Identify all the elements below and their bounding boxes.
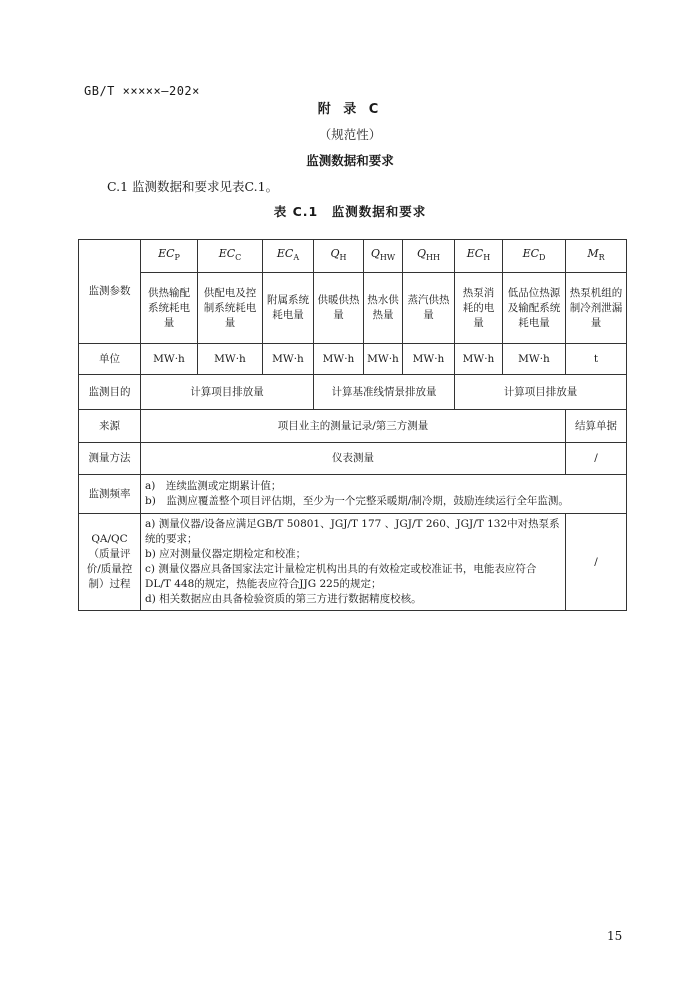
frequency-item: b) 监测应覆盖整个项目评估期，至少为一个完整采暖期/制冷期，鼓励连续运行全年监测。 — [145, 495, 569, 507]
param-symbol: $EC_D$ — [503, 240, 566, 273]
param-description: 热泵机组的制冷剂泄漏量 — [566, 273, 627, 344]
param-symbol: $Q_{HH}$ — [403, 240, 455, 273]
method-cell-last: / — [566, 443, 627, 475]
param-symbol: $Q_{HW}$ — [364, 240, 403, 273]
intro-paragraph: C.1 监测数据和要求见表C.1。 — [107, 179, 279, 194]
appendix-label: 附 录 C — [317, 102, 383, 117]
unit-cell: t — [566, 344, 627, 375]
frequency-item: a) 连续监测或定期累计值； — [145, 480, 282, 492]
monitoring-table — [78, 239, 627, 611]
standard-code: GB/T ×××××—202× — [84, 84, 200, 98]
param-symbol: $Q_H$ — [314, 240, 364, 273]
source-cell: 项目业主的测量记录/第三方测量 — [141, 410, 566, 443]
purpose-cell: 计算项目排放量 — [455, 375, 627, 410]
param-description: 供配电及控制系统耗电量 — [198, 273, 263, 344]
unit-cell: MW·h — [141, 344, 198, 375]
source-row — [79, 410, 627, 443]
qa-item: d) 相关数据应由具备检验资质的第三方进行数据精度校核。 — [145, 593, 422, 605]
appendix-title: 监测数据和要求 — [306, 153, 394, 168]
symbol-row — [79, 240, 627, 273]
row-label-frequency: 监测频率 — [79, 475, 141, 514]
qa-cell — [141, 514, 566, 611]
param-symbol: $EC_A$ — [263, 240, 314, 273]
page-number: 15 — [607, 929, 623, 943]
source-cell-last: 结算单据 — [566, 410, 627, 443]
table-title: 表 C.1 监测数据和要求 — [273, 204, 427, 219]
frequency-cell — [141, 475, 627, 514]
unit-cell: MW·h — [263, 344, 314, 375]
purpose-cell: 计算基准线情景排放量 — [314, 375, 455, 410]
unit-cell: MW·h — [364, 344, 403, 375]
unit-cell: MW·h — [314, 344, 364, 375]
qa-cell-last: / — [566, 514, 627, 611]
unit-row — [79, 344, 627, 375]
row-label-source: 来源 — [79, 410, 141, 443]
method-cell: 仪表测量 — [141, 443, 566, 475]
row-label-qa: QA/QC（质量评价/质量控制）过程 — [79, 514, 141, 611]
unit-cell: MW·h — [455, 344, 503, 375]
qa-item: c) 测量仪器应具备国家法定计量检定机构出具的有效检定或校准证书，电能表应符合DL/T 448的规定，热能表应符合JJG 225的规定； — [145, 563, 537, 590]
row-label-unit: 单位 — [79, 344, 141, 375]
param-symbol: $EC_C$ — [198, 240, 263, 273]
qa-item: b) 应对测量仪器定期检定和校准； — [145, 548, 307, 560]
qa-row — [79, 514, 627, 611]
row-label-params: 监测参数 — [79, 240, 141, 344]
unit-cell: MW·h — [503, 344, 566, 375]
qa-item: a) 测量仪器/设备应满足GB/T 50801、JGJ/T 177 、JGJ/T 260、JGJ/T 132中对热泵系统的要求； — [145, 518, 560, 545]
param-symbol: $EC_P$ — [141, 240, 198, 273]
param-symbol: $EC_H$ — [455, 240, 503, 273]
param-description: 供热输配系统耗电量 — [141, 273, 198, 344]
param-description: 低品位热源及输配系统耗电量 — [503, 273, 566, 344]
appendix-type: （规范性） — [318, 127, 382, 142]
param-description: 蒸汽供热量 — [403, 273, 455, 344]
param-description: 供暖供热量 — [314, 273, 364, 344]
row-label-method: 测量方法 — [79, 443, 141, 475]
purpose-cell: 计算项目排放量 — [141, 375, 314, 410]
unit-cell: MW·h — [403, 344, 455, 375]
description-row — [79, 273, 627, 344]
unit-cell: MW·h — [198, 344, 263, 375]
param-symbol: $M_R$ — [566, 240, 627, 273]
param-description: 附属系统耗电量 — [263, 273, 314, 344]
param-description: 热泵消耗的电量 — [455, 273, 503, 344]
param-description: 热水供热量 — [364, 273, 403, 344]
row-label-purpose: 监测目的 — [79, 375, 141, 410]
method-row — [79, 443, 627, 475]
frequency-row — [79, 475, 627, 514]
purpose-row — [79, 375, 627, 410]
